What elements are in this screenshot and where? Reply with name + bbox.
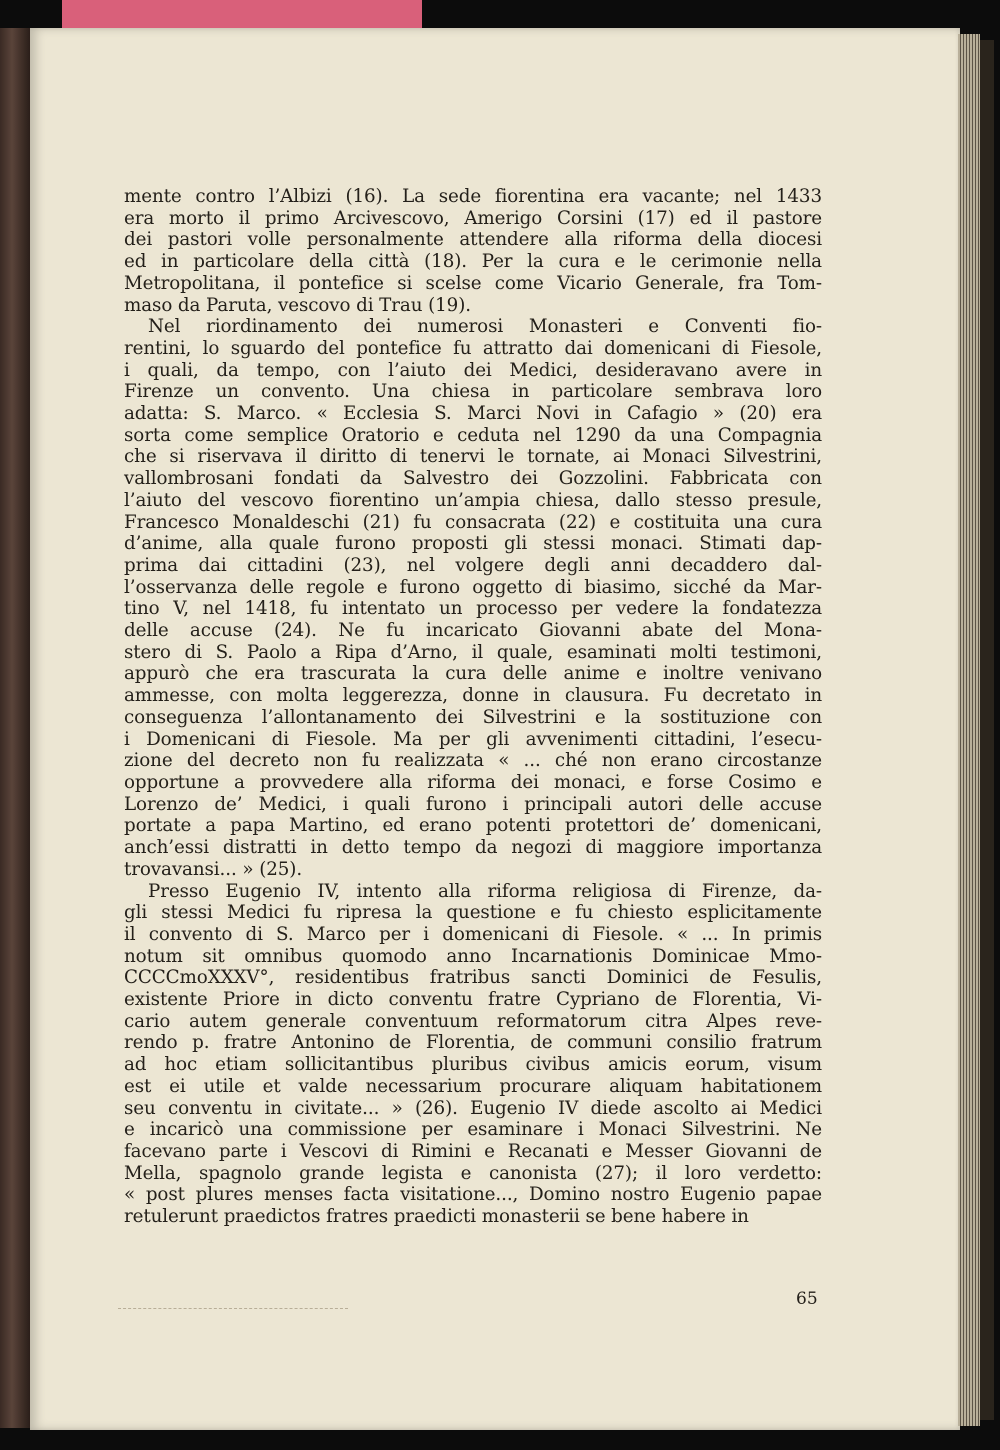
text-line: est ei utile et valde necessarium procurare aliquam habitationem — [124, 1075, 822, 1097]
text-line: rentini, lo sguardo del pontefice fu attratto dai domenicani di Fiesole, — [124, 337, 822, 359]
text-line: Presso Eugenio IV, intento alla riforma religiosa di Firenze, da- — [148, 880, 822, 902]
bookmark-ribbon — [62, 0, 422, 30]
text-line: delle accuse (24). Ne fu incaricato Giovanni abate del Mona- — [124, 620, 822, 642]
body-text — [124, 186, 822, 1228]
text-line: trovavansi... » (25). — [124, 858, 303, 880]
text-line: cario autem generale conventuum reformatorum citra Alpes reve- — [124, 1010, 822, 1032]
paragraph-2 — [124, 316, 822, 880]
text-line: tino V, nel 1418, fu intentato un processo per vedere la fondatezza — [124, 598, 822, 620]
text-line: d’anime, alla quale furono proposti gli stessi monaci. Stimati dap- — [124, 533, 822, 555]
text-line: ed in particolare della città (18). Per la cura e le cerimonie nella — [124, 251, 822, 273]
text-line: ammesse, con molta leggerezza, donne in clausura. Fu decretato in — [124, 685, 822, 707]
text-line: seu conventu in civitate... » (26). Eugenio IV diede ascolto ai Medici — [124, 1097, 822, 1119]
text-line: mente contro l’Albizi (16). La sede fiorentina era vacante; nel 1433 — [124, 186, 822, 207]
text-line: zione del decreto non fu realizzata « ... ché non erano circostanze — [124, 750, 822, 772]
text-line: vallombrosani fondati da Salvestro dei Gozzolini. Fabbricata con — [124, 468, 822, 490]
paragraph-3 — [124, 881, 822, 1228]
text-line: l’aiuto del vescovo fiorentino un’ampia chiesa, dallo stesso presule, — [124, 489, 822, 511]
text-line: portate a papa Martino, ed erano potenti protettori de’ domenicani, — [124, 815, 822, 837]
text-line: existente Priore in dicto conventu fratre Cypriano de Florentia, Vi- — [124, 989, 822, 1011]
text-line: prima dai cittadini (23), nel volgere degli anni decaddero dal- — [124, 554, 822, 576]
text-line: Nel riordinamento dei numerosi Monasteri e Conventi fio- — [148, 316, 822, 338]
text-line: che si riservava il diritto di tenervi le tornate, ai Monaci Silvestrini, — [124, 446, 822, 468]
text-line: notum sit omnibus quomodo anno Incarnationis Dominicae Mmo- — [124, 945, 822, 967]
book-spine — [0, 28, 30, 1428]
text-line: facevano parte i Vescovi di Rimini e Recanati e Messer Giovanni de — [124, 1140, 822, 1162]
text-line: conseguenza l’allontanamento dei Silvestrini e la sostituzione con — [124, 706, 822, 728]
text-line: Firenze un convento. Una chiesa in particolare sembrava loro — [124, 381, 822, 403]
text-line: il convento di S. Marco per i domenicani di Fiesole. « ... In primis — [124, 923, 822, 945]
text-line: Francesco Monaldeschi (21) fu consacrata (22) e costituita una cura — [124, 511, 822, 533]
page-edges — [958, 34, 980, 1426]
text-line: sorta come semplice Oratorio e ceduta nel 1290 da una Compagnia — [124, 424, 822, 446]
text-line: appurò che era trascurata la cura delle anime e inoltre venivano — [124, 663, 822, 685]
text-line: ad hoc etiam sollicitantibus pluribus civibus amicis eorum, visum — [124, 1054, 822, 1076]
text-line: dei pastori volle personalmente attendere alla riforma della diocesi — [124, 229, 822, 251]
text-line: e incaricò una commissione per esaminare i Monaci Silvestrini. Ne — [124, 1119, 822, 1141]
footer-rule — [118, 1308, 348, 1310]
text-line: Lorenzo de’ Medici, i quali furono i principali autori delle accuse — [124, 793, 822, 815]
text-line: retulerunt praedictos fratres praedicti monasterii se bene habere in — [124, 1206, 749, 1228]
text-line: CCCCmoXXXV°, residentibus fratribus sancti Dominici de Fesulis, — [124, 967, 822, 989]
text-line: era morto il primo Arcivescovo, Amerigo Corsini (17) ed il pastore — [124, 207, 822, 229]
paragraph-1 — [124, 186, 822, 316]
text-line: opportune a provvedere alla riforma dei monaci, e forse Cosimo e — [124, 771, 822, 793]
text-line: i Domenicani di Fiesole. Ma per gli avvenimenti cittadini, l’esecu- — [124, 728, 822, 750]
text-line: « post plures menses facta visitatione..., Domino nostro Eugenio papae — [124, 1184, 822, 1206]
text-line: adatta: S. Marco. « Ecclesia S. Marci Novi in Cafagio » (20) era — [124, 403, 822, 425]
text-line: l’osservanza delle regole e furono oggetto di biasimo, sicché da Mar- — [124, 576, 822, 598]
text-line: rendo p. fratre Antonino de Florentia, de communi consilio fratrum — [124, 1032, 822, 1054]
text-line: anch’essi distratti in detto tempo da negozi di maggiore importanza — [124, 837, 822, 859]
text-line: maso da Paruta, vescovo di Trau (19). — [124, 294, 471, 316]
text-line: stero di S. Paolo a Ripa d’Arno, il quale, esaminati molti testimoni, — [124, 641, 822, 663]
text-line: gli stessi Medici fu ripresa la questione e fu chiesto esplicitamente — [124, 902, 822, 924]
book-cover-edge — [980, 40, 994, 1420]
text-line: i quali, da tempo, con l’aiuto dei Medici, desideravano avere in — [124, 359, 822, 381]
page-number: 65 — [796, 1289, 818, 1309]
text-line: Mella, spagnolo grande legista e canonista (27); il loro verdetto: — [124, 1162, 822, 1184]
text-line: Metropolitana, il pontefice si scelse come Vicario Generale, fra Tom- — [124, 272, 822, 294]
